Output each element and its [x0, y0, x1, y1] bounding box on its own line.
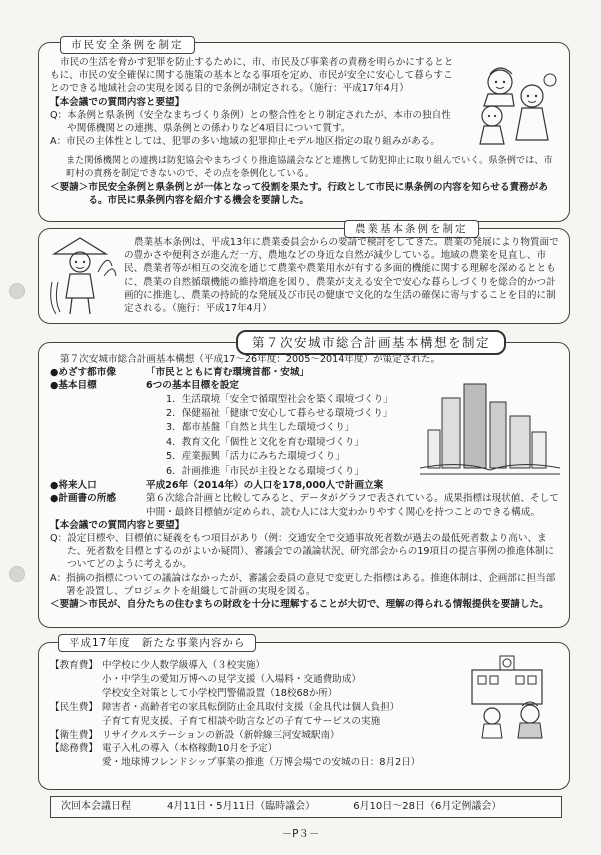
children-illustration	[470, 60, 562, 150]
section-agriculture-body	[124, 236, 560, 315]
goals-label: ●基本目標	[50, 380, 97, 392]
school-illustration	[462, 650, 562, 742]
plan-a-label: A：	[50, 572, 67, 584]
goal-item: 1．生活環境「安全で循環型社会を築く環境づくり」	[166, 393, 393, 405]
goals-value: 6つの基本目標を設定	[146, 380, 240, 392]
q-text: 本条例と県条例（安全なまちづくり条例）との整合性をとり制定されたが、本市の独自性や関係機関との連携、県条例との係わりなど4項目について質す。	[67, 109, 451, 135]
goal-item: 4．教育文化「個性と文化を育む環境づくり」	[166, 436, 364, 448]
section-safety-request	[50, 181, 560, 207]
plan-qa-heading: 【本会議での質問内容と要望】	[50, 519, 185, 531]
section-title-master-plan: 第７次安城市総合計画基本構想を制定	[236, 330, 506, 355]
budget-item-health	[50, 729, 460, 743]
a-text: 市民の主体性としては、犯罪の多い地域の犯罪抑止モデル地区指定の取り組みがある。	[66, 136, 440, 148]
impression-label: ●計画書の所感	[50, 493, 116, 505]
punch-hole	[9, 283, 25, 299]
budget-line: 障害者・高齢者宅の家具転倒防止金具取付支援（金具代は個人負担）	[102, 701, 400, 713]
budget-line: リサイクルステーションの新設（新幹線三河安城駅南）	[102, 729, 340, 741]
a-label: A：	[50, 136, 67, 148]
goal-item: 5．産業振興「活力にみちた環境づくり」	[166, 451, 345, 463]
plan-question-row	[50, 532, 560, 572]
schedule-date-2: 6月10日～28日（6月定例議会）	[353, 801, 502, 813]
budget-item-welfare	[50, 701, 460, 729]
budget-item-general	[50, 742, 460, 770]
city-skyline-illustration	[420, 380, 560, 476]
request-row	[50, 181, 560, 207]
answer-row	[50, 135, 460, 148]
a-text-2: また関係機関との連携は防犯協会やまちづくり推進協議会などと連携して防犯抑止に取り組んでいく。県条例では、市町村の責務を制定できないので、その点を条例化している。	[66, 155, 553, 179]
page-number: －P３－	[281, 828, 320, 840]
plan-a-text: 指摘の指標についての議論はなかったが、審議会委員の意見で変更した指標はある。推進体制は、企画部に担当部署を設置し、プロジェクトを組織して計画の実現を図る。	[66, 572, 556, 597]
section-title-agriculture: 農業基本条例を制定	[344, 220, 479, 238]
future-city-value: 「市民とともに育む環境首都・安城」	[146, 367, 310, 379]
population-row	[50, 479, 560, 492]
plan-q-text: 設定目標や、目標値に疑義をもつ項目があり（例：交通安全で交通事故死者数が過去の最低死者数より高い、また、死者数を目標とするのがよいか疑問）、審議会での議論状況、研究部会からの19項目の提言事例の推進体制についてどのように考えるか。	[67, 532, 555, 571]
schedule-date-1: 4月11日・5月11日（臨時議会）	[167, 801, 316, 813]
section-title-safety: 市民安全条例を制定	[60, 36, 195, 54]
future-city-row	[50, 366, 560, 379]
future-city-label: ●めざす都市像	[50, 367, 116, 379]
budget-label: 【衛生費】	[50, 729, 98, 741]
schedule-label: 次回本会議日程	[61, 801, 131, 813]
agriculture-text: 農業基本条例は、平成13年に農業委員会からの要請で検討をしてきた。農業の発展により物質面での豊かさや便利さが進んだ一方、農地などの身近な自然が減少している。地域の農業を見直し、市民、農業者等が相互の交流を通じて農業や農業用水が有する多面的機能に関する理解を深めるとともに、農業の自然循環機能の維持増進を図り、農業が支える安全で安心な暮らしづくりを総合的かつ計画的に推進し、農業の持続的な発展及び市民の健康で文化的な生活の確保に寄与することを目的に制定される。（施行：平成17年4月）	[124, 237, 559, 315]
population-value: 平成26年（2014年）の人口を178,000人で計画立案	[146, 480, 384, 492]
question-row	[50, 109, 460, 135]
plan-intro: 第７次安城市総合計画基本構想（平成17～26年度：2005～2014年度）が策定された。	[60, 354, 441, 365]
section-new-projects-body	[50, 659, 460, 770]
budget-label: 【総務費】	[50, 743, 98, 755]
intro-text: 市民の生活を脅かす犯罪を防止するために、市、市民及び事業者の責務を明らかにするとともに、市民の安全確保に関する施策の基本となる事項を定め、市民が安全に安心して暮らすことのできる地域社会の実現を図る目的で条例が制定される。（施行：平成17年4月）	[50, 57, 454, 95]
population-label: ●将来人口	[50, 480, 97, 492]
qa-heading: 【本会議での質問内容と要望】	[50, 96, 185, 108]
goal-item: 6．計画推進「市民が主役となる環境づくり」	[166, 465, 364, 477]
next-session-schedule	[50, 796, 562, 818]
plan-q-label: Q：	[50, 532, 68, 544]
budget-line: 小・中学生の愛知万博への見学支援（入場料・交通費助成）	[102, 673, 362, 685]
plan-request-text: 市民が、自分たちの住むまちの財政を十分に理解することが大切で、理解の得られる情報提供を要請した。	[88, 599, 549, 611]
q-label: Q：	[50, 109, 68, 121]
budget-line: 電子入札の導入（本格稼動10月を予定）	[102, 743, 278, 755]
budget-line: 学校安全対策として小学校門警備設置（18校68か所）	[102, 687, 338, 699]
plan-answer-row	[50, 572, 560, 598]
section-safety-answer2	[66, 155, 560, 180]
budget-line: 中学校に少人数学級導入（３校実施）	[102, 660, 266, 671]
request-text: 市民安全条例と県条例とが一体となって役割を果たす。行政として市民に県条例の内容を知らせる責務がある。市民に県条例内容を紹介する機会を要請した。	[88, 182, 548, 207]
punch-hole	[9, 566, 25, 582]
impression-text: 第６次総合計画と比較してみると、データがグラフで表されている。成果指標は現状値、そして中間・最終目標値が定められ、読む人には大変わかりやすく関心を持つことのできる構成。	[146, 493, 559, 518]
plan-request-row	[50, 598, 560, 611]
budget-line: 子育て育児支援、子育て相談や助言などの子育てサービスの実施	[102, 715, 381, 727]
section-title-new-projects: 平成17年度 新たな事業内容から	[58, 634, 256, 652]
section-safety-body	[50, 56, 460, 149]
goal-item: 2．保健福祉「健康で安心して暮らせる環境づくり」	[166, 408, 393, 420]
plan-request-label: ＜要請＞	[50, 599, 89, 611]
request-label: ＜要請＞	[50, 182, 89, 193]
budget-label: 【教育費】	[50, 660, 98, 671]
budget-label: 【民生費】	[50, 701, 98, 713]
goal-item: 3．都市基盤「自然と共生した環境づくり」	[166, 422, 355, 434]
impression-row	[50, 492, 560, 518]
budget-item-education	[50, 659, 460, 701]
budget-line: 愛・地球博フレンドシップ事業の推進（万博会場での安城の日：8月2日）	[102, 757, 421, 769]
farmer-illustration	[46, 232, 118, 318]
